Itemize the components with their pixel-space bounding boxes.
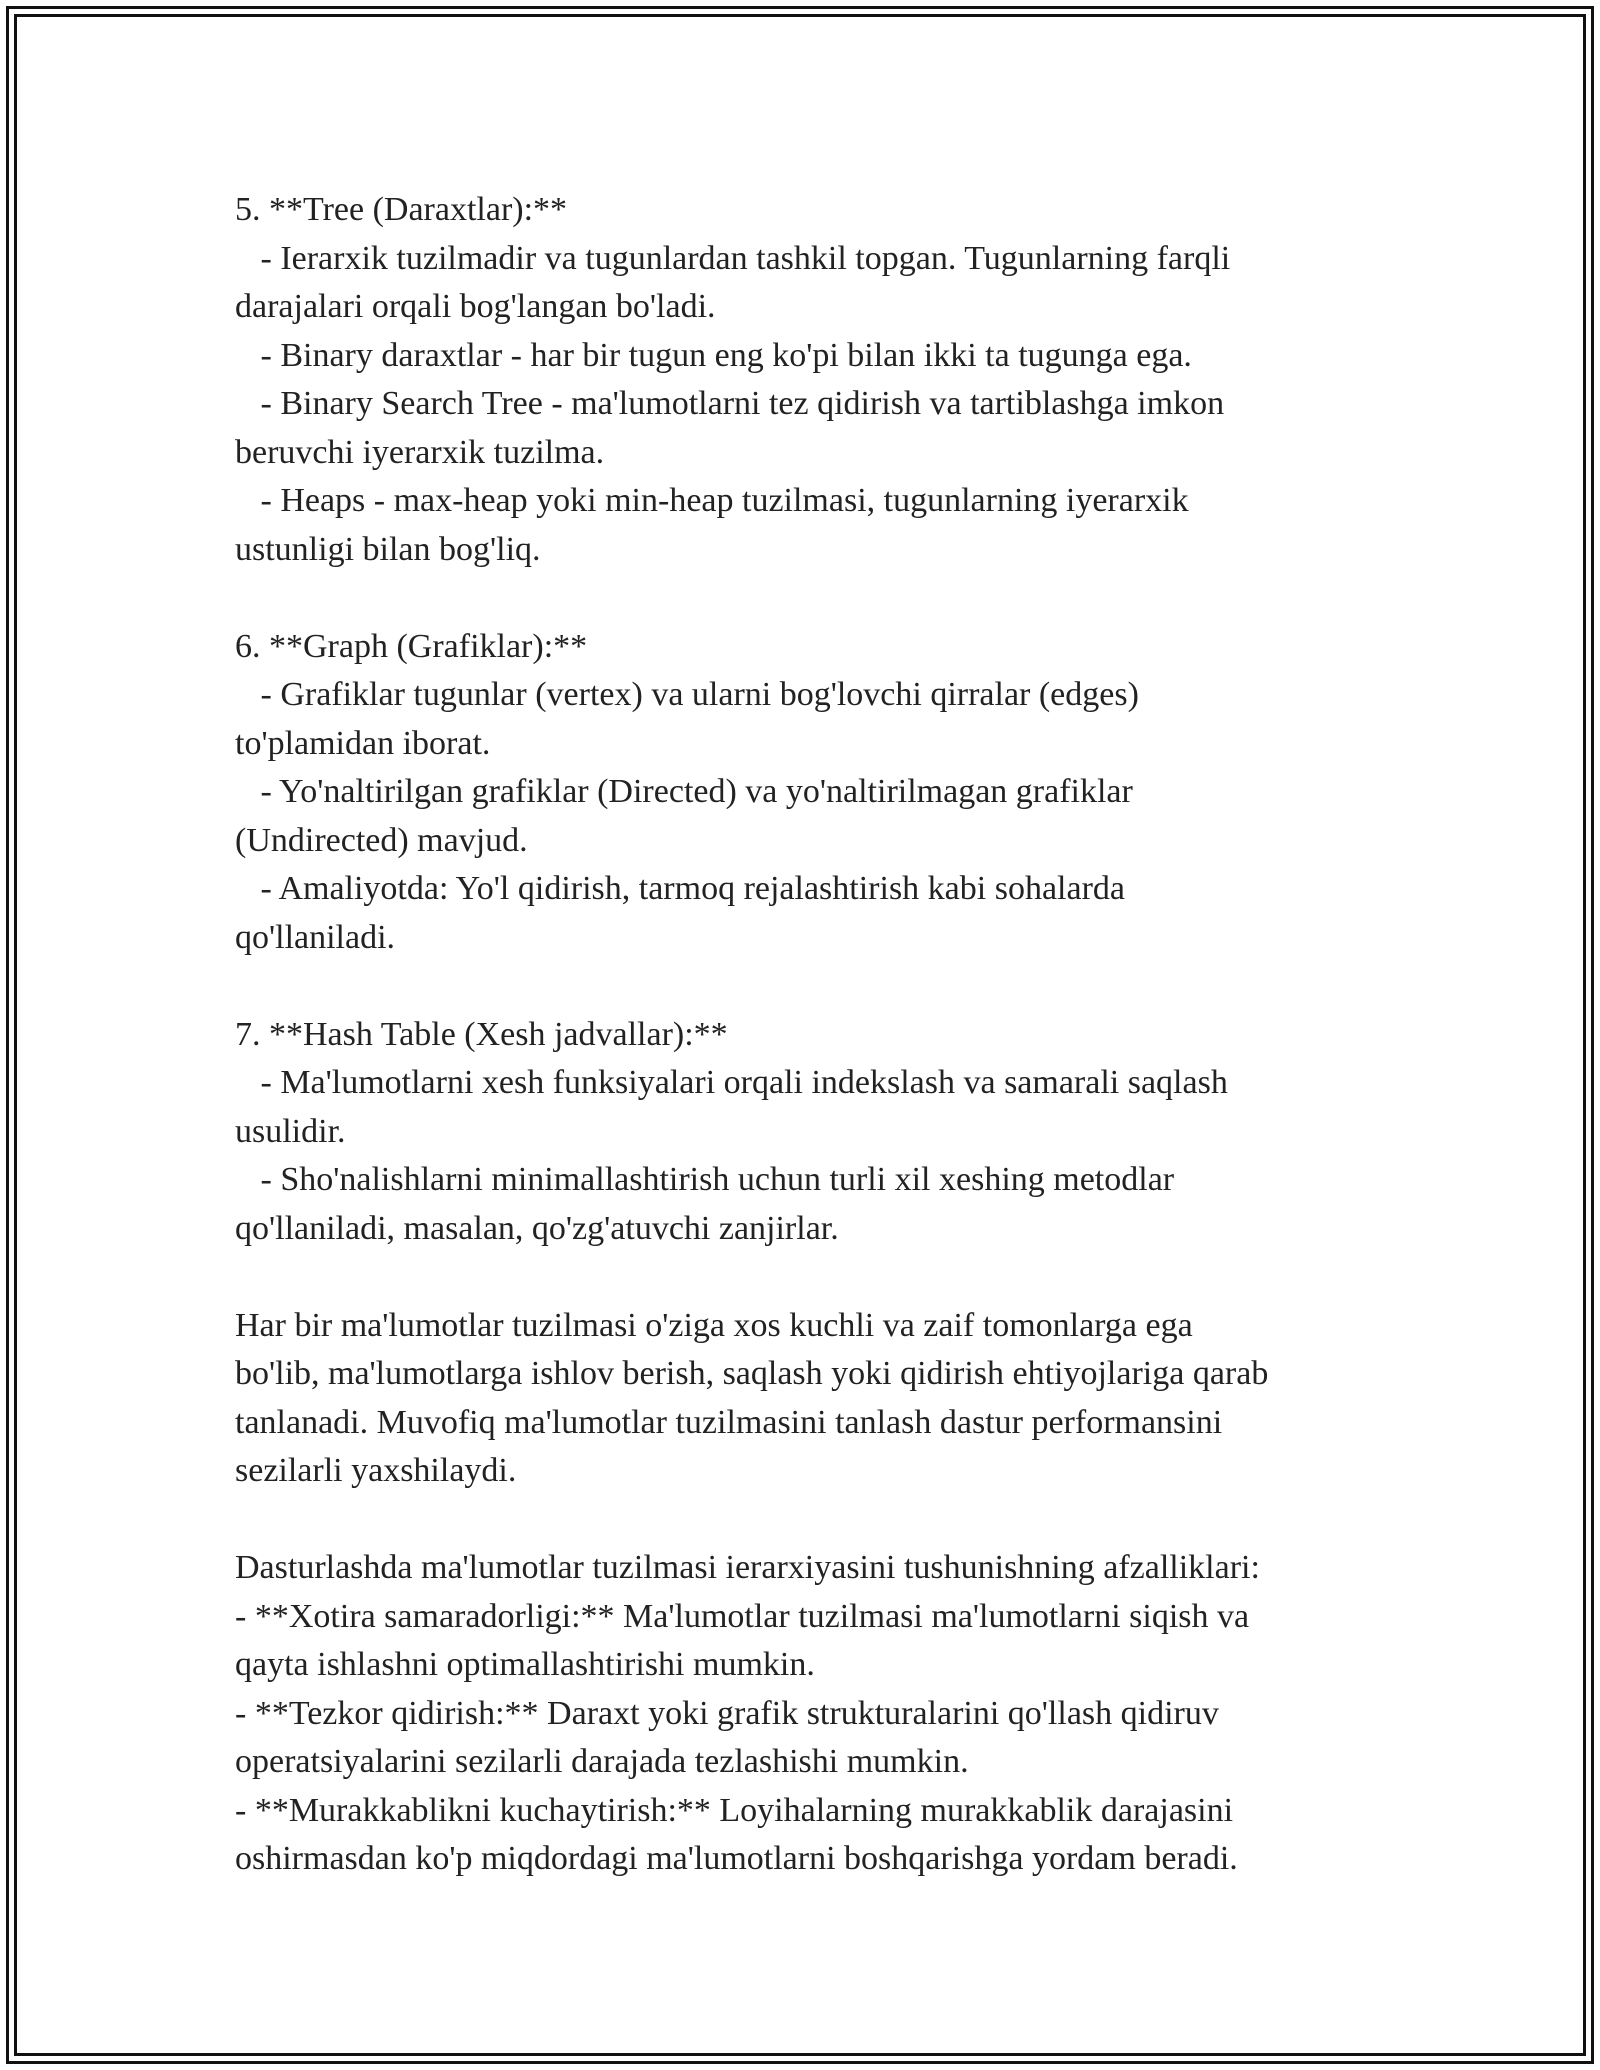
text-line: - Amaliyotda: Yo'l qidirish, tarmoq rejalashtirish kabi sohalarda (235, 870, 1125, 907)
text-line: (Undirected) mavjud. (235, 821, 528, 859)
summary-paragraph-line: Har bir ma'lumotlar tuzilmasi o'ziga xos kuchli va zaif tomonlarga ega (235, 1306, 1193, 1344)
blank-line (235, 962, 1365, 1011)
text-line: beruvchi iyerarxik tuzilma. (235, 433, 605, 471)
summary-paragraph-line: sezilarli yaxshilaydi. (235, 1452, 517, 1489)
advantages-item-line: - **Murakkablikni kuchaytirish:** Loyihalarning murakkablik darajasini (235, 1791, 1234, 1829)
text-line: - Ierarxik tuzilmadir va tugunlardan tashkil topgan. Tugunlarning farqli (235, 239, 1231, 277)
text-line: qo'llaniladi. (235, 918, 396, 956)
advantages-item-line: qayta ishlashni optimallashtirishi mumkin. (235, 1646, 815, 1683)
text-line: usulidir. (235, 1112, 346, 1150)
text-line: ustunligi bilan bog'liq. (235, 530, 541, 568)
blank-line (235, 1496, 1365, 1545)
text-line: qo'llaniladi, masalan, qo'zg'atuvchi zanjirlar. (235, 1209, 839, 1247)
text-line: - Yo'naltirilgan grafiklar (Directed) va yo'naltirilmagan grafiklar (235, 773, 1133, 810)
text-line: to'plamidan iborat. (235, 724, 491, 762)
document-body (235, 186, 1365, 1884)
blank-line (235, 574, 1365, 623)
text-line: - Heaps - max-heap yoki min-heap tuzilmasi, tugunlarning iyerarxik (235, 482, 1189, 519)
text-line: - Grafiklar tugunlar (vertex) va ularni bog'lovchi qirralar (edges) (235, 676, 1139, 713)
summary-paragraph-line: tanlanadi. Muvofiq ma'lumotlar tuzilmasini tanlash dastur performansini (235, 1403, 1223, 1441)
text-line: - Sho'nalishlarni minimallashtirish uchun turli xil xeshing metodlar (235, 1161, 1175, 1198)
advantages-heading: Dasturlashda ma'lumotlar tuzilmasi ierarxiyasini tushunishning afzalliklari: (235, 1549, 1260, 1586)
text-line: - Binary daraxtlar - har bir tugun eng ko'pi bilan ikki ta tugunga ega. (235, 336, 1192, 374)
section-5-heading: 5. **Tree (Daraxtlar):** (235, 191, 568, 228)
summary-paragraph-line: bo'lib, ma'lumotlarga ishlov berish, saqlash yoki qidirish ehtiyojlariga qarab (235, 1355, 1269, 1392)
advantages-item-line: - **Xotira samaradorligi:** Ma'lumotlar tuzilmasi ma'lumotlarni siqish va (235, 1597, 1250, 1635)
advantages-item-line: - **Tezkor qidirish:** Daraxt yoki grafik strukturalarini qo'llash qidiruv (235, 1694, 1219, 1732)
section-6-heading: 6. **Graph (Grafiklar):** (235, 627, 588, 665)
section-7-heading: 7. **Hash Table (Xesh jadvallar):** (235, 1015, 728, 1053)
advantages-item-line: operatsiyalarini sezilarli darajada tezlashishi mumkin. (235, 1743, 969, 1780)
text-line: - Binary Search Tree - ma'lumotlarni tez qidirish va tartiblashga imkon (235, 385, 1225, 422)
text-line: darajalari orqali bog'langan bo'ladi. (235, 288, 716, 325)
text-line: - Ma'lumotlarni xesh funksiyalari orqali indekslash va samarali saqlash (235, 1064, 1228, 1101)
blank-line (235, 1253, 1365, 1302)
advantages-item-line: oshirmasdan ko'p miqdordagi ma'lumotlarni boshqarishga yordam beradi. (235, 1840, 1238, 1877)
